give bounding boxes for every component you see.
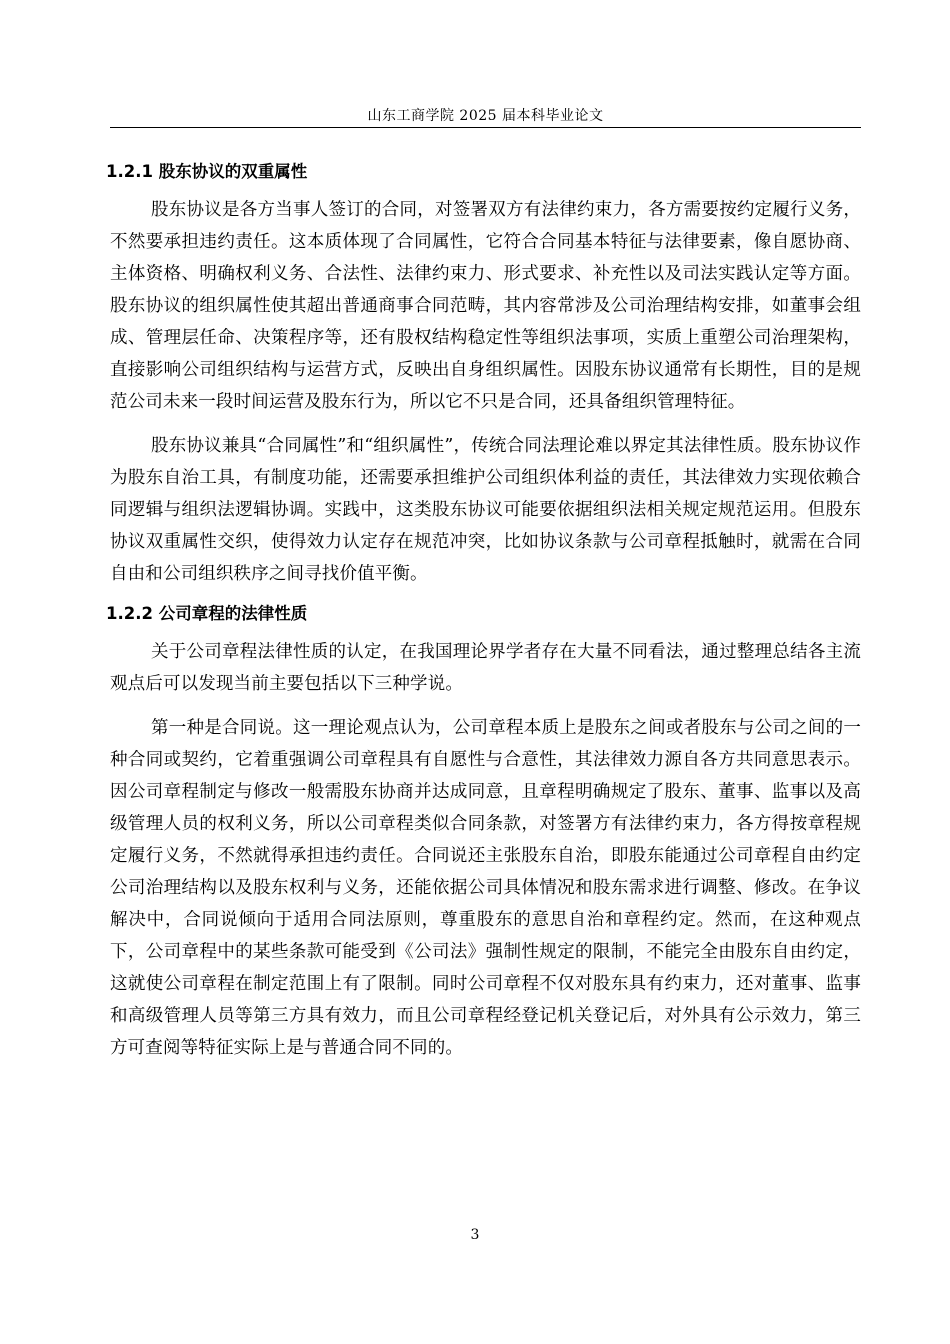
section-heading-1-2-2: 1.2.2 公司章程的法律性质	[106, 604, 308, 623]
header-rule	[110, 127, 861, 128]
paragraph: 第一种是合同说。这一理论观点认为，公司章程本质上是股东之间或者股东与公司之间的一种合同或契约，它着重强调公司章程具有自愿性与合意性，其法律效力源自各方共同意思表示。因公司章程制定与修改一般需股东协商并达成同意，且章程明确规定了股东、董事、监事以及高级管理人员的权利义务，所以公司章程类似合同条款，对签署方有法律约束力，各方得按章程规定履行义务，不然就得承担违约责任。合同说还主张股东自治，即股东能通过公司章程自由约定公司治理结构以及股东权利与义务，还能依据公司具体情况和股东需求进行调整、修改。在争议解决中，合同说倾向于适用合同法原则，尊重股东的意思自治和章程约定。然而，在这种观点下，公司章程中的某些条款可能受到《公司法》强制性规定的限制，不能完全由股东自由约定，这就使公司章程在制定范围上有了限制。同时公司章程不仅对股东具有约束力，还对董事、监事和高级管理人员等第三方具有效力，而且公司章程经登记机关登记后，对外具有公示效力，第三方可查阅等特征实际上是与普通合同不同的。	[110, 718, 861, 1058]
paragraph: 股东协议是各方当事人签订的合同，对签署双方有法律约束力，各方需要按约定履行义务，不然要承担违约责任。这本质体现了合同属性，它符合合同基本特征与法律要素，像自愿协商、主体资格、明确权利义务、合法性、法律约束力、形式要求、补充性以及司法实践认定等方面。股东协议的组织属性使其超出普通商事合同范畴，其内容常涉及公司治理结构安排，如董事会组成、管理层任命、决策程序等，还有股权结构稳定性等组织法事项，实质上重塑公司治理架构，直接影响公司组织结构与运营方式，反映出自身组织属性。因股东协议通常有长期性，目的是规范公司未来一段时间运营及股东行为，所以它不只是合同，还具备组织管理特征。	[110, 200, 861, 412]
section-heading-1-2-1: 1.2.1 股东协议的双重属性	[106, 162, 308, 181]
page-number: 3	[470, 1227, 480, 1243]
paragraph: 股东协议兼具“合同属性”和“组织属性”，传统合同法理论难以界定其法律性质。股东协议作为股东自治工具，有制度功能，还需要承担维护公司组织体利益的责任，其法律效力实现依赖合同逻辑与组织法逻辑协调。实践中，这类股东协议可能要依据组织法相关规定规范运用。但股东协议双重属性交织，使得效力认定存在规范冲突，比如协议条款与公司章程抵触时，就需在合同自由和公司组织秩序之间寻找价值平衡。	[110, 436, 861, 584]
paragraph: 关于公司章程法律性质的认定，在我国理论界学者存在大量不同看法，通过整理总结各主流观点后可以发现当前主要包括以下三种学说。	[110, 642, 861, 694]
running-header: 山东工商学院 2025 届本科毕业论文	[367, 108, 604, 124]
page-body	[106, 150, 861, 1076]
